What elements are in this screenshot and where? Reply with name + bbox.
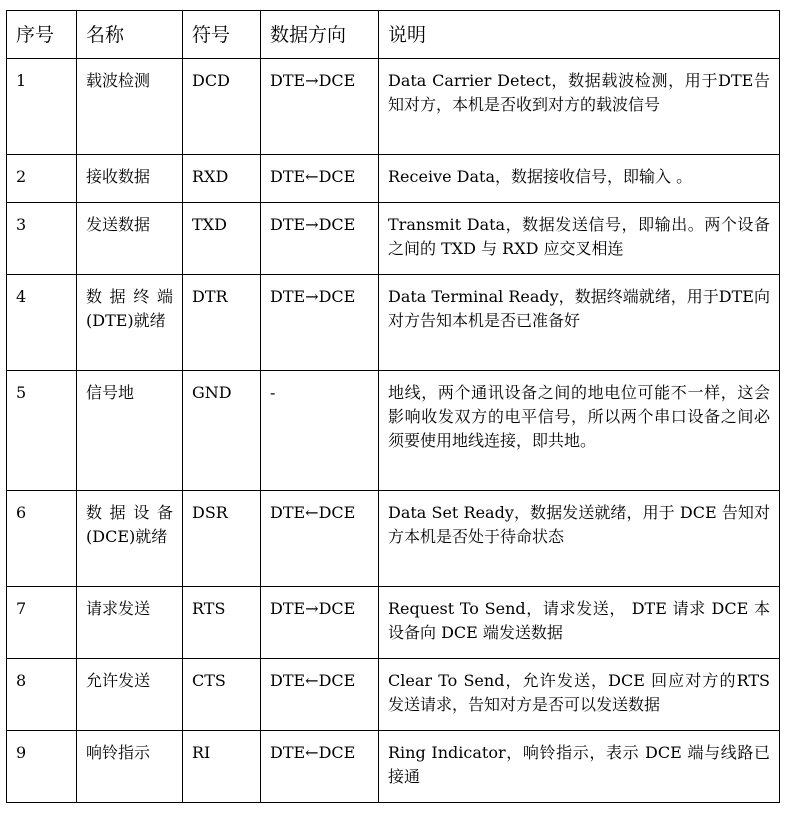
cell-description: Transmit Data，数据发送信号，即输出。两个设备之间的 TXD 与 RXD 应交叉相连 xyxy=(379,203,780,275)
cell-name: 数据终端(DTE)就绪 xyxy=(77,275,183,371)
cell-direction: DTE←DCE xyxy=(261,659,379,731)
rs232-signal-table xyxy=(6,10,780,803)
cell-no: 3 xyxy=(7,203,77,275)
cell-name: 信号地 xyxy=(77,371,183,491)
table-row xyxy=(7,491,780,587)
cell-name: 请求发送 xyxy=(77,587,183,659)
table-row xyxy=(7,203,780,275)
header-name: 名称 xyxy=(77,11,183,59)
cell-no: 6 xyxy=(7,491,77,587)
cell-symbol: DTR xyxy=(183,275,261,371)
cell-symbol: DSR xyxy=(183,491,261,587)
cell-direction: DTE→DCE xyxy=(261,59,379,155)
cell-name: 允许发送 xyxy=(77,659,183,731)
cell-direction: DTE←DCE xyxy=(261,155,379,203)
cell-description: Receive Data，数据接收信号，即输入 。 xyxy=(379,155,780,203)
header-row xyxy=(7,11,780,59)
cell-name: 数据设备(DCE)就绪 xyxy=(77,491,183,587)
cell-symbol: GND xyxy=(183,371,261,491)
header-symbol: 符号 xyxy=(183,11,261,59)
table-row xyxy=(7,731,780,803)
cell-no: 8 xyxy=(7,659,77,731)
cell-direction: DTE←DCE xyxy=(261,491,379,587)
cell-no: 4 xyxy=(7,275,77,371)
cell-direction: DTE←DCE xyxy=(261,731,379,803)
cell-name: 接收数据 xyxy=(77,155,183,203)
header-direction: 数据方向 xyxy=(261,11,379,59)
cell-symbol: RI xyxy=(183,731,261,803)
cell-no: 5 xyxy=(7,371,77,491)
cell-direction: - xyxy=(261,371,379,491)
cell-description: 地线，两个通讯设备之间的地电位可能不一样，这会影响收发双方的电平信号，所以两个串口设备之间必须要使用地线连接，即共地。 xyxy=(379,371,780,491)
cell-symbol: DCD xyxy=(183,59,261,155)
cell-no: 9 xyxy=(7,731,77,803)
cell-description: Data Set Ready，数据发送就绪，用于 DCE 告知对方本机是否处于待命状态 xyxy=(379,491,780,587)
cell-description: Request To Send，请求发送， DTE 请求 DCE 本设备向 DCE 端发送数据 xyxy=(379,587,780,659)
cell-no: 1 xyxy=(7,59,77,155)
cell-name: 响铃指示 xyxy=(77,731,183,803)
cell-direction: DTE→DCE xyxy=(261,203,379,275)
cell-description: Ring Indicator，响铃指示，表示 DCE 端与线路已接通 xyxy=(379,731,780,803)
header-description: 说明 xyxy=(379,11,780,59)
cell-direction: DTE→DCE xyxy=(261,275,379,371)
cell-description: Clear To Send，允许发送，DCE 回应对方的RTS 发送请求，告知对方是否可以发送数据 xyxy=(379,659,780,731)
cell-symbol: CTS xyxy=(183,659,261,731)
cell-name: 载波检测 xyxy=(77,59,183,155)
cell-no: 7 xyxy=(7,587,77,659)
cell-direction: DTE→DCE xyxy=(261,587,379,659)
cell-symbol: RXD xyxy=(183,155,261,203)
table-row xyxy=(7,155,780,203)
cell-symbol: RTS xyxy=(183,587,261,659)
cell-description: Data Carrier Detect，数据载波检测，用于DTE告知对方，本机是否收到对方的载波信号 xyxy=(379,59,780,155)
cell-no: 2 xyxy=(7,155,77,203)
table-row xyxy=(7,59,780,155)
table-row xyxy=(7,275,780,371)
cell-name: 发送数据 xyxy=(77,203,183,275)
table-row xyxy=(7,371,780,491)
cell-description: Data Terminal Ready，数据终端就绪，用于DTE向对方告知本机是否已准备好 xyxy=(379,275,780,371)
header-no: 序号 xyxy=(7,11,77,59)
table-row xyxy=(7,659,780,731)
table-row xyxy=(7,587,780,659)
cell-symbol: TXD xyxy=(183,203,261,275)
